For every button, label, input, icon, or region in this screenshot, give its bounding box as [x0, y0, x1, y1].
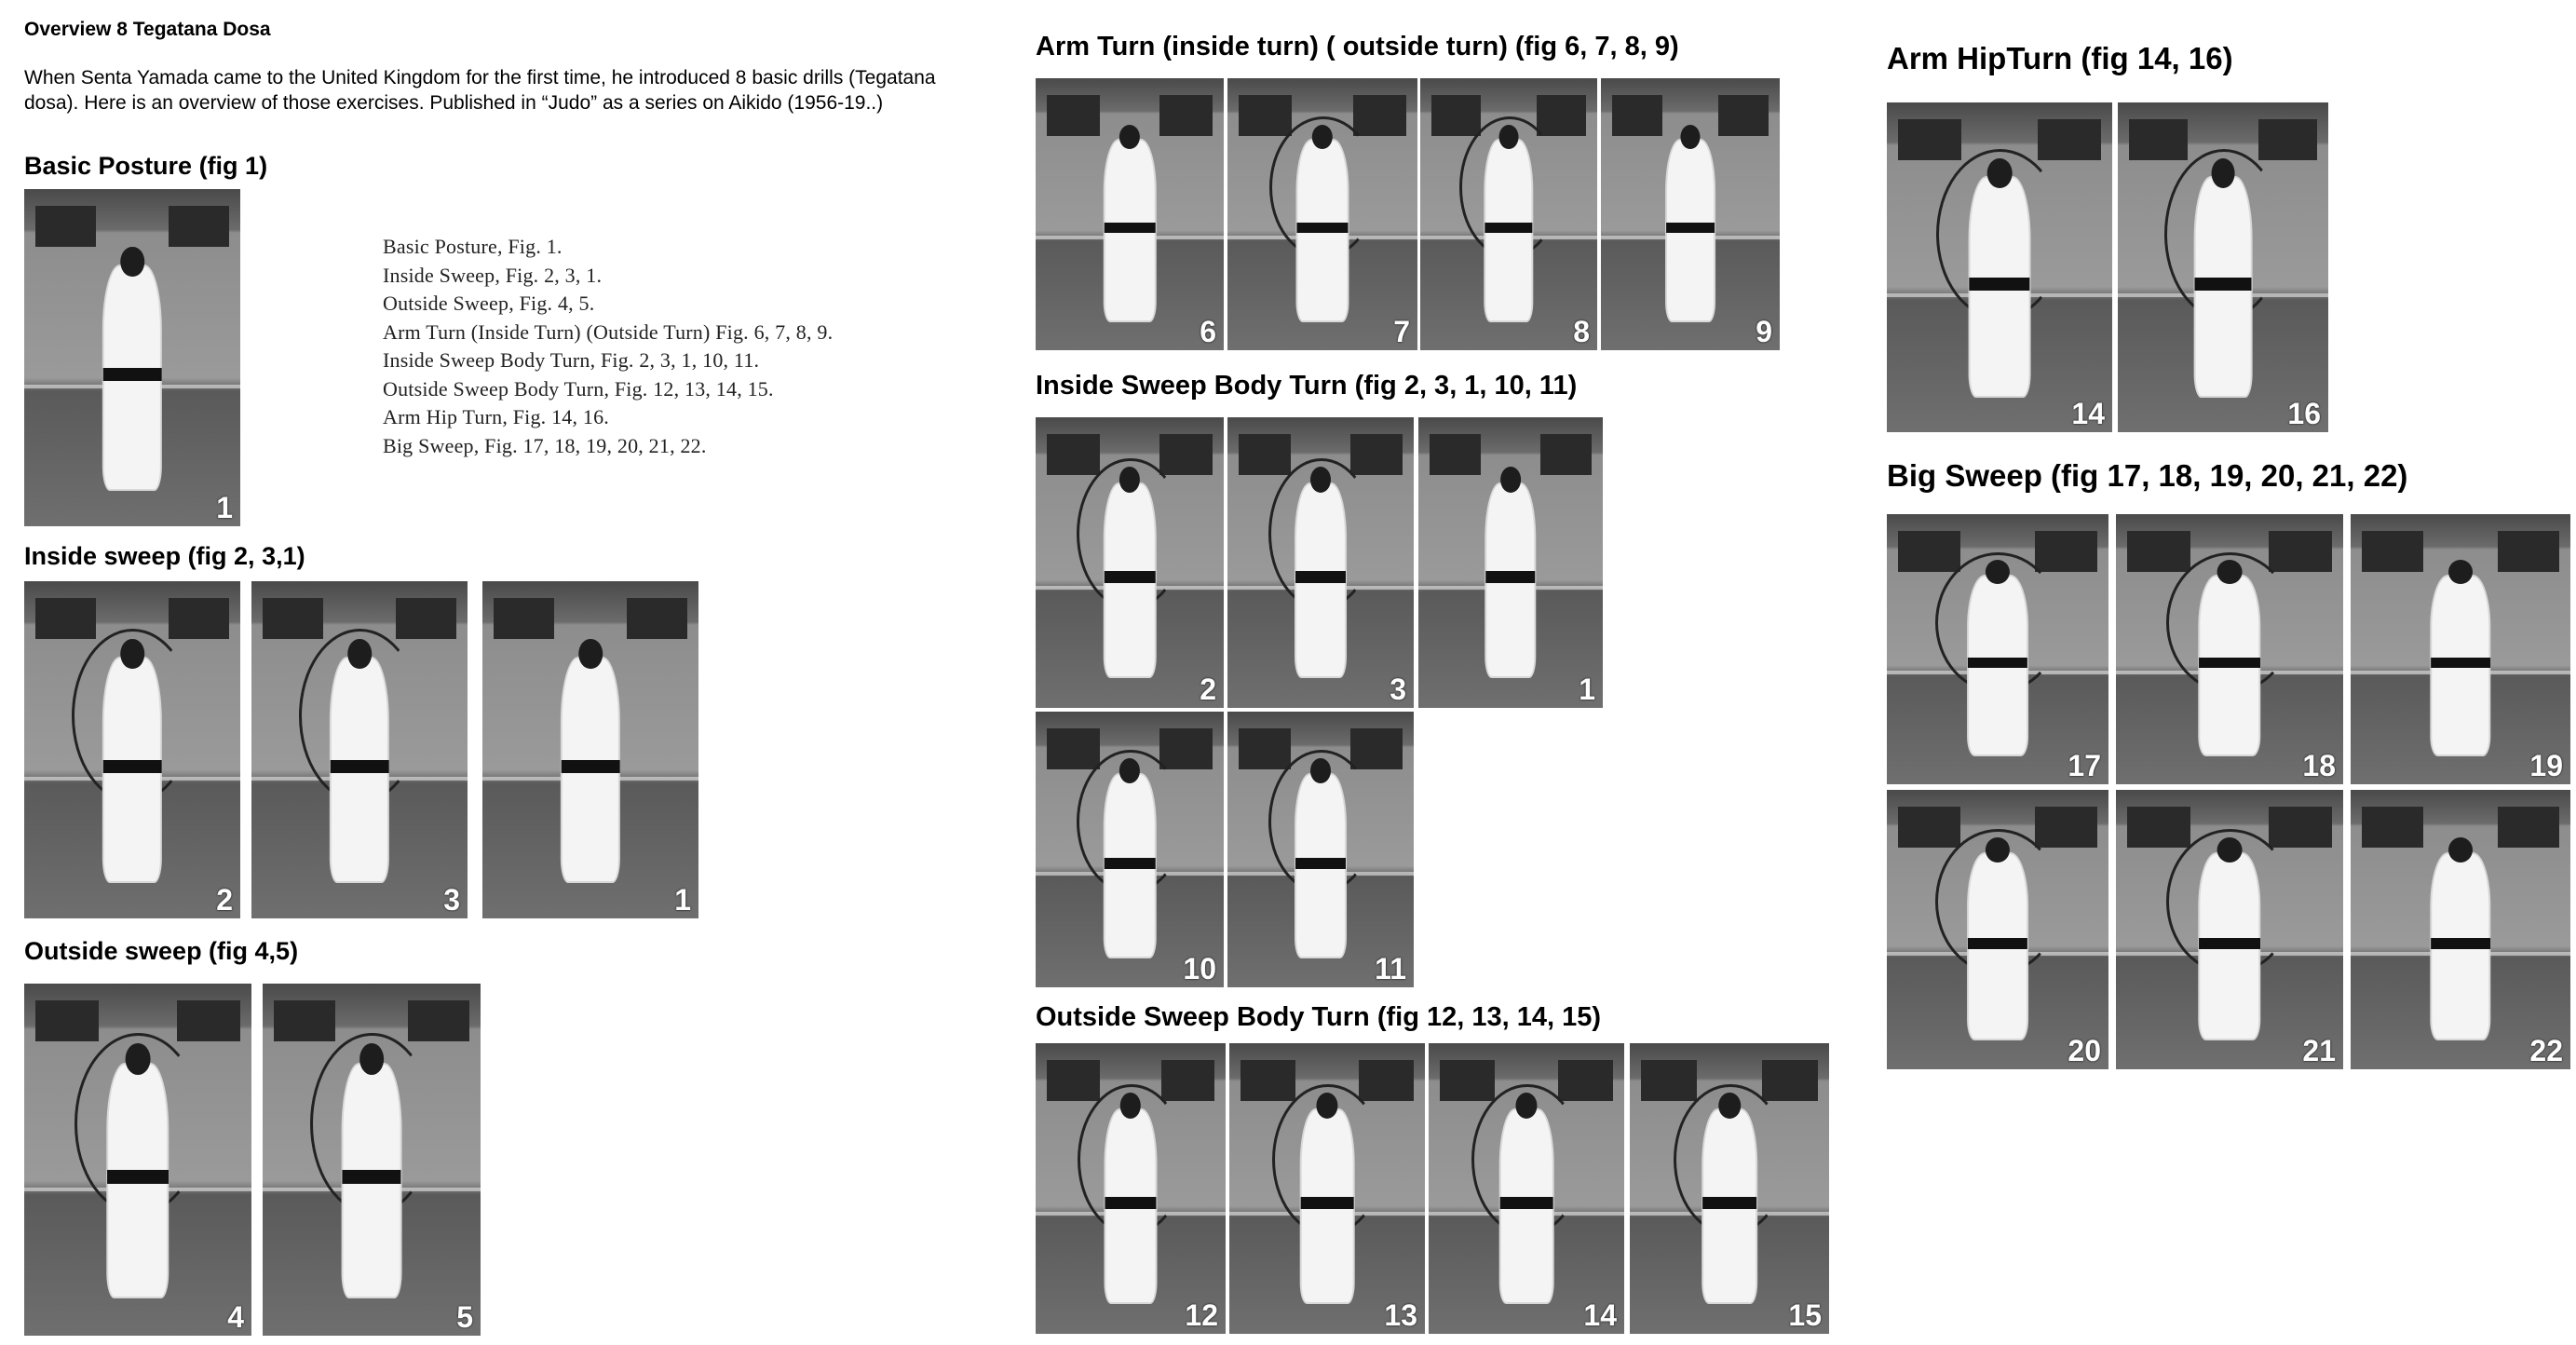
section-title-arm-hip-turn: Arm HipTurn (fig 14, 16)	[1887, 41, 2233, 75]
figure-number: 1	[674, 883, 691, 917]
section-title-outside-sweep: Outside sweep (fig 4,5)	[24, 937, 299, 965]
figure-photo	[2351, 790, 2570, 1069]
section-title-inside-sweep-body-turn: Inside Sweep Body Turn (fig 2, 3, 1, 10, 11)	[1036, 371, 1578, 401]
figure-index-item: Inside Sweep, Fig. 2, 3, 1.	[383, 263, 603, 287]
figure-number: 22	[2529, 1034, 2563, 1067]
figure-photo	[1036, 712, 1224, 987]
figure-photo	[1036, 78, 1224, 350]
section-title-big-sweep: Big Sweep (fig 17, 18, 19, 20, 21, 22)	[1887, 458, 2408, 493]
figure-photo	[1036, 417, 1224, 708]
figure-index-item: Outside Sweep Body Turn, Fig. 12, 13, 14, 15.	[383, 376, 774, 401]
figure-photo	[263, 984, 481, 1336]
figure-photo	[1227, 417, 1414, 708]
figure-number: 20	[2068, 1034, 2101, 1067]
figure-number: 7	[1393, 315, 1410, 348]
figure-number: 19	[2529, 749, 2563, 782]
figure-photo	[1601, 78, 1780, 350]
figure-index-list	[383, 233, 951, 460]
figure-photo	[2116, 514, 2343, 784]
intro-paragraph: When Senta Yamada came to the United Kingdom for the first time, he introduced 8 basic drills (Tegatana dosa). Here is an overview of those exercises. Published in “Judo” as a series on Aikido (1956-19..)	[24, 67, 936, 114]
figure-photo	[1887, 514, 2108, 784]
figure-number: 1	[1579, 672, 1595, 706]
figure-number: 3	[1390, 672, 1406, 706]
figure-number: 4	[227, 1300, 244, 1334]
figure-number: 1	[216, 491, 233, 524]
figure-index-item: Basic Posture, Fig. 1.	[383, 235, 563, 258]
figure-photo	[24, 984, 251, 1336]
figure-number: 13	[1384, 1298, 1417, 1332]
figure-photo	[1420, 78, 1597, 350]
document-title: Overview 8 Tegatana Dosa	[24, 19, 271, 40]
section-title-basic-posture: Basic Posture (fig 1)	[24, 152, 268, 180]
figure-number: 2	[1200, 672, 1216, 706]
figure-photo	[251, 581, 468, 918]
section-title-outside-sweep-body-turn: Outside Sweep Body Turn (fig 12, 13, 14, 15)	[1036, 1002, 1602, 1032]
figure-number: 15	[1788, 1298, 1822, 1332]
figure-number: 5	[456, 1300, 473, 1334]
figure-index-item: Arm Hip Turn, Fig. 14, 16.	[383, 405, 609, 428]
figure-number: 14	[2071, 397, 2105, 430]
figure-photo	[24, 189, 240, 526]
figure-number: 6	[1200, 315, 1216, 348]
figure-photo	[1429, 1043, 1624, 1334]
figure-photo	[1887, 790, 2108, 1069]
figure-number: 2	[216, 883, 233, 917]
figure-number: 3	[443, 883, 460, 917]
figure-index-item: Arm Turn (Inside Turn) (Outside Turn) Fig. 6, 7, 8, 9.	[383, 319, 834, 344]
section-title-inside-sweep: Inside sweep (fig 2, 3,1)	[24, 542, 305, 570]
figure-photo	[1036, 1043, 1226, 1334]
figure-photo	[24, 581, 240, 918]
figure-number: 18	[2302, 749, 2336, 782]
figure-photo	[1227, 78, 1417, 350]
figure-index-item: Outside Sweep, Fig. 4, 5.	[383, 292, 595, 315]
figure-number: 11	[1375, 952, 1406, 985]
figure-index-item: Big Sweep, Fig. 17, 18, 19, 20, 21, 22.	[383, 433, 707, 457]
figure-number: 14	[1583, 1298, 1617, 1332]
figure-number: 8	[1573, 315, 1590, 348]
figure-number: 12	[1185, 1298, 1218, 1332]
figure-photo	[2116, 790, 2343, 1069]
figure-photo	[2351, 514, 2570, 784]
figure-photo	[1418, 417, 1603, 708]
figure-photo	[1227, 712, 1414, 987]
figure-number: 10	[1183, 952, 1216, 985]
figure-number: 16	[2287, 397, 2321, 430]
figure-photo	[482, 581, 698, 918]
figure-number: 17	[2068, 749, 2101, 782]
figure-photo	[1887, 102, 2112, 432]
figure-photo	[1229, 1043, 1425, 1334]
figure-photo	[1630, 1043, 1829, 1334]
figure-photo	[2118, 102, 2328, 432]
figure-number: 9	[1756, 315, 1772, 348]
figure-index-item: Inside Sweep Body Turn, Fig. 2, 3, 1, 10, 11.	[383, 348, 760, 372]
figure-number: 21	[2302, 1034, 2336, 1067]
section-title-arm-turn: Arm Turn (inside turn) ( outside turn) (fig 6, 7, 8, 9)	[1036, 32, 1679, 61]
